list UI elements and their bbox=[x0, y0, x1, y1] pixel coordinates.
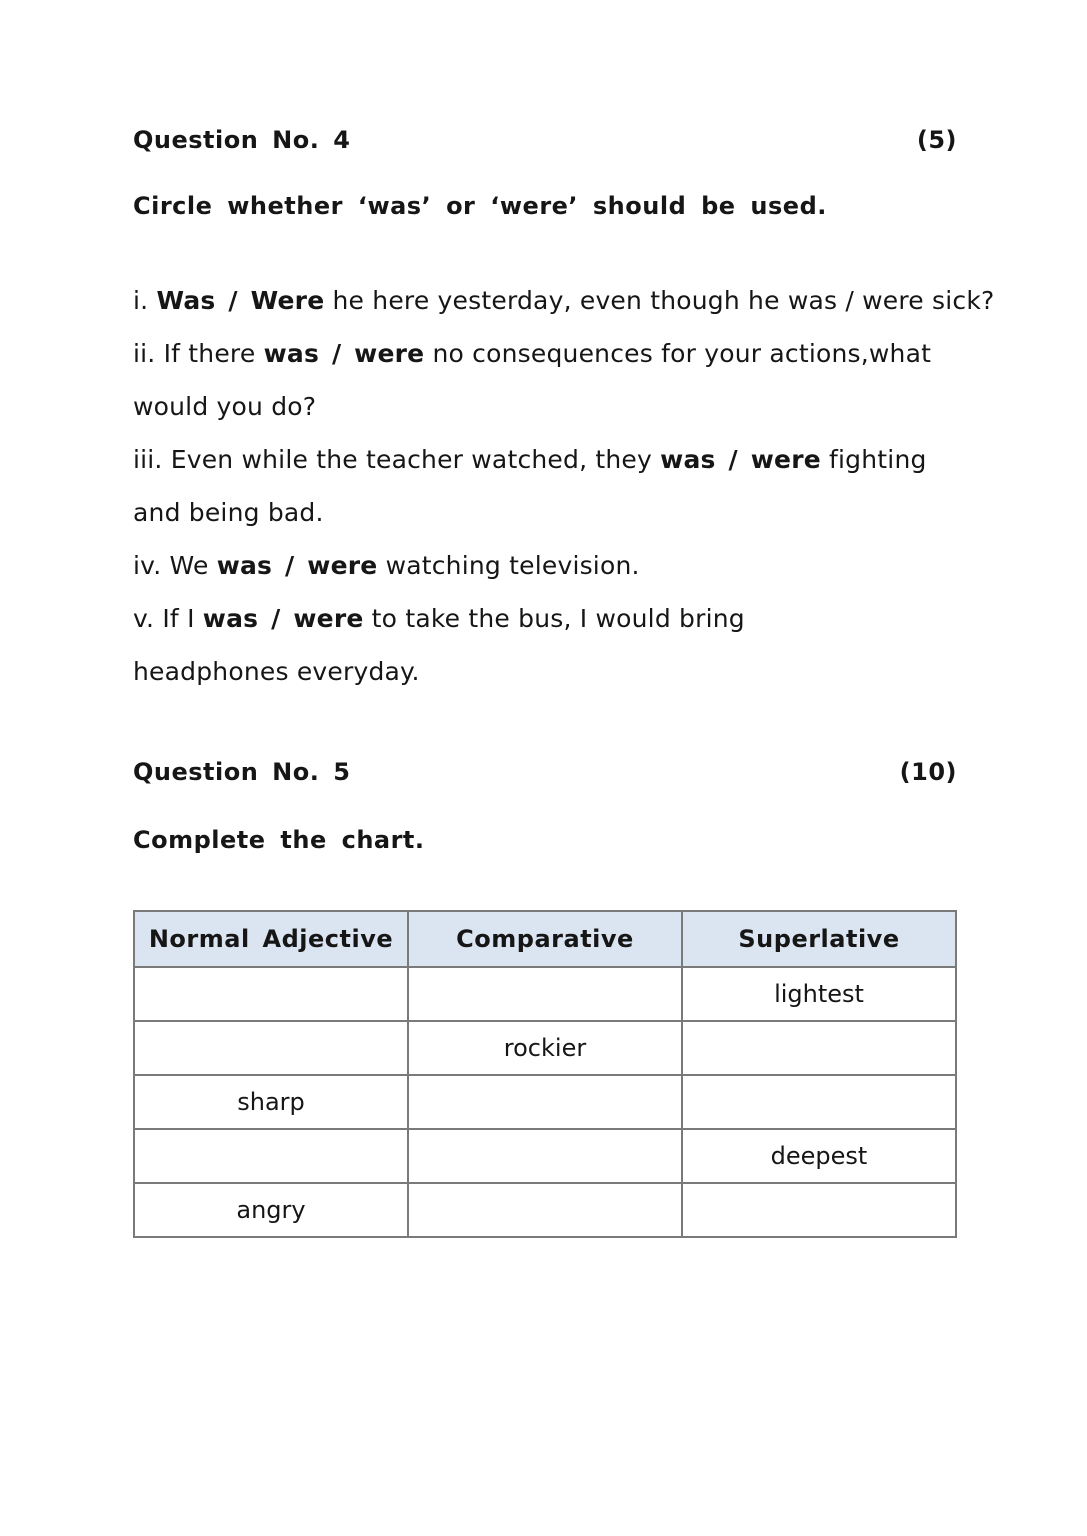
question-4-title: Question No. 4 bbox=[133, 126, 351, 154]
table-header-row bbox=[134, 911, 956, 967]
table-row bbox=[134, 1129, 956, 1183]
table-cell bbox=[134, 967, 408, 1021]
table-cell bbox=[682, 1021, 956, 1075]
table-row bbox=[134, 1075, 956, 1129]
question-4-instruction: Circle whether ‘was’ or ‘were’ should be used. bbox=[133, 192, 827, 220]
choice-text-bold: Was / Were bbox=[156, 286, 325, 315]
exercise-line bbox=[133, 592, 957, 645]
table-cell bbox=[134, 1021, 408, 1075]
question-5-title: Question No. 5 bbox=[133, 758, 351, 786]
question-4-marks: (5) bbox=[916, 126, 957, 154]
table-cell: lightest bbox=[682, 967, 956, 1021]
line-text: v. If I bbox=[133, 604, 203, 633]
table-cell: rockier bbox=[408, 1021, 682, 1075]
table-cell bbox=[682, 1183, 956, 1237]
table-cell bbox=[682, 1075, 956, 1129]
question-5-header bbox=[133, 758, 957, 786]
table-cell bbox=[408, 967, 682, 1021]
line-text: iv. We bbox=[133, 551, 217, 580]
line-text: no consequences for your actions,what bbox=[424, 339, 932, 368]
table-row bbox=[134, 967, 956, 1021]
choice-text-bold: was / were bbox=[202, 604, 364, 633]
table-header-cell: Normal Adjective bbox=[134, 911, 408, 967]
exercise-lines bbox=[133, 274, 995, 698]
table-row bbox=[134, 1021, 956, 1075]
adjective-chart-wrap bbox=[133, 910, 957, 1238]
exercise-line bbox=[133, 274, 995, 327]
table-cell: sharp bbox=[134, 1075, 408, 1129]
table-header-cell: Comparative bbox=[408, 911, 682, 967]
exercise-line bbox=[133, 327, 957, 380]
question-4-header bbox=[133, 126, 957, 154]
exercise-line bbox=[133, 433, 957, 486]
line-text: fighting bbox=[820, 445, 927, 474]
table-row bbox=[134, 1183, 956, 1237]
line-text: and being bad. bbox=[133, 498, 324, 527]
choice-text-bold: was / were bbox=[660, 445, 821, 474]
line-text: would you do? bbox=[133, 392, 317, 421]
line-text: ii. If there bbox=[133, 339, 264, 368]
line-text: watching television. bbox=[377, 551, 640, 580]
line-text: headphones everyday. bbox=[133, 657, 420, 686]
exercise-line bbox=[133, 380, 957, 433]
exercise-line bbox=[133, 539, 957, 592]
exercise-line bbox=[133, 486, 957, 539]
table-cell bbox=[408, 1075, 682, 1129]
table-cell: deepest bbox=[682, 1129, 956, 1183]
table-header-cell: Superlative bbox=[682, 911, 956, 967]
question-5-marks: (10) bbox=[899, 758, 957, 786]
line-text: to take the bus, I would bring bbox=[363, 604, 745, 633]
table-body bbox=[134, 967, 956, 1237]
choice-text-bold: was / were bbox=[263, 339, 425, 368]
exercise-line bbox=[133, 645, 957, 698]
question-5-instruction: Complete the chart. bbox=[133, 826, 425, 854]
table-cell bbox=[134, 1129, 408, 1183]
choice-text-bold: was / were bbox=[216, 551, 378, 580]
table-cell bbox=[408, 1129, 682, 1183]
adjective-chart-table bbox=[133, 910, 957, 1238]
line-text: iii. Even while the teacher watched, they bbox=[133, 445, 661, 474]
line-text: i. bbox=[133, 286, 157, 315]
table-cell: angry bbox=[134, 1183, 408, 1237]
worksheet-page bbox=[133, 0, 995, 1238]
table-cell bbox=[408, 1183, 682, 1237]
line-text: he here yesterday, even though he was / were sick? bbox=[324, 286, 995, 315]
